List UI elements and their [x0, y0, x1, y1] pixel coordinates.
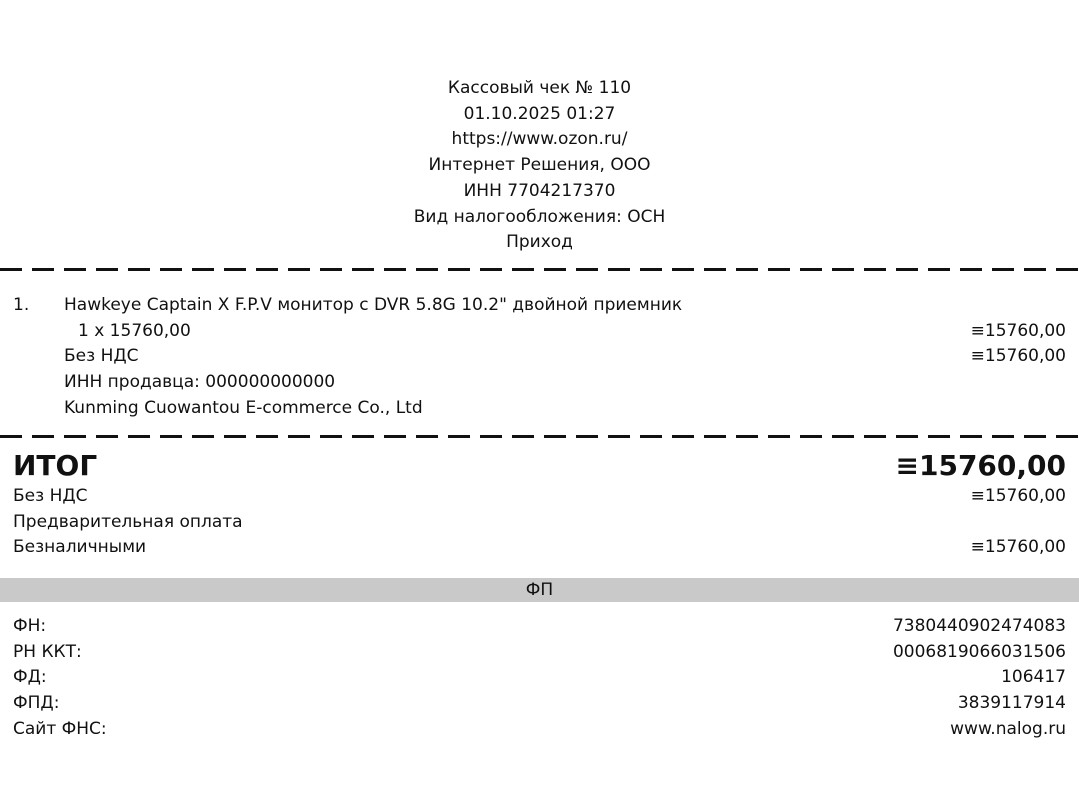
- item-name-row: [0, 293, 1079, 319]
- item-qty-price: 1 x 15760,00: [78, 320, 191, 341]
- receipt-header: [0, 76, 1079, 256]
- totals-vat-label: Без НДС: [13, 486, 88, 506]
- fiscal-row: [0, 665, 1079, 691]
- fiscal-value: 0006819066031506: [892, 641, 1066, 662]
- operation-type: Приход: [506, 232, 573, 253]
- item-qty-row: [0, 319, 1079, 345]
- dashed-divider: [0, 268, 1079, 271]
- fns-site-link[interactable]: www.nalog.ru: [950, 718, 1066, 739]
- item-vat-label: Без НДС: [64, 346, 139, 367]
- prepayment-row: [0, 510, 1079, 536]
- fiscal-label: ФПД:: [13, 693, 60, 714]
- item-vat-amount: ≡15760,00: [970, 346, 1066, 367]
- receipt-title: Кассовый чек № 110: [447, 78, 632, 98]
- fiscal-label: Сайт ФНС:: [13, 718, 107, 739]
- totals-section: [0, 448, 1079, 561]
- company-inn: ИНН 7704217370: [463, 180, 616, 201]
- item-number: 1.: [13, 295, 30, 315]
- item-seller-inn-row: [0, 370, 1079, 396]
- tax-system: Вид налогообложения: ОСН: [413, 206, 666, 227]
- cashless-row: [0, 535, 1079, 561]
- fiscal-label: ФН:: [13, 616, 47, 636]
- total-row: [0, 448, 1079, 484]
- total-amount: ≡15760,00: [895, 449, 1066, 482]
- fiscal-row: [0, 717, 1079, 743]
- item-name: Hawkeye Captain X F.P.V монитор с DVR 5.8G 10.2" двойной приемник: [64, 295, 683, 315]
- fiscal-label: РН ККТ:: [13, 641, 82, 662]
- fiscal-label: ФД:: [13, 667, 47, 688]
- receipt-datetime: 01.10.2025 01:27: [463, 103, 616, 124]
- cashless-label: Безналичными: [13, 537, 147, 558]
- fiscal-row: [0, 614, 1079, 640]
- fiscal-row: [0, 691, 1079, 717]
- item-seller-name-row: [0, 396, 1079, 422]
- total-label: ИТОГ: [13, 449, 98, 482]
- totals-vat-amount: ≡15760,00: [970, 486, 1066, 506]
- receipt-item: [0, 293, 1079, 421]
- prepayment-label: Предварительная оплата: [13, 511, 243, 532]
- item-seller-name: Kunming Cuowantou E-commerce Co., Ltd: [64, 397, 423, 418]
- fiscal-section: [0, 614, 1079, 742]
- fiscal-value: 7380440902474083: [892, 616, 1066, 636]
- item-line-total: ≡15760,00: [970, 320, 1066, 341]
- company-name: Интернет Решения, ООО: [428, 155, 651, 176]
- fiscal-value: 106417: [1001, 667, 1066, 688]
- item-seller-inn: ИНН продавца: 000000000000: [64, 372, 336, 393]
- item-vat-row: [0, 344, 1079, 370]
- fiscal-value: 3839117914: [957, 693, 1066, 714]
- store-url: https://www.ozon.ru/: [451, 129, 628, 150]
- fp-section-bar: ФП: [0, 578, 1079, 602]
- totals-vat-row: [0, 484, 1079, 510]
- dashed-divider: [0, 435, 1079, 438]
- fiscal-row: [0, 640, 1079, 666]
- cashless-amount: ≡15760,00: [970, 537, 1066, 558]
